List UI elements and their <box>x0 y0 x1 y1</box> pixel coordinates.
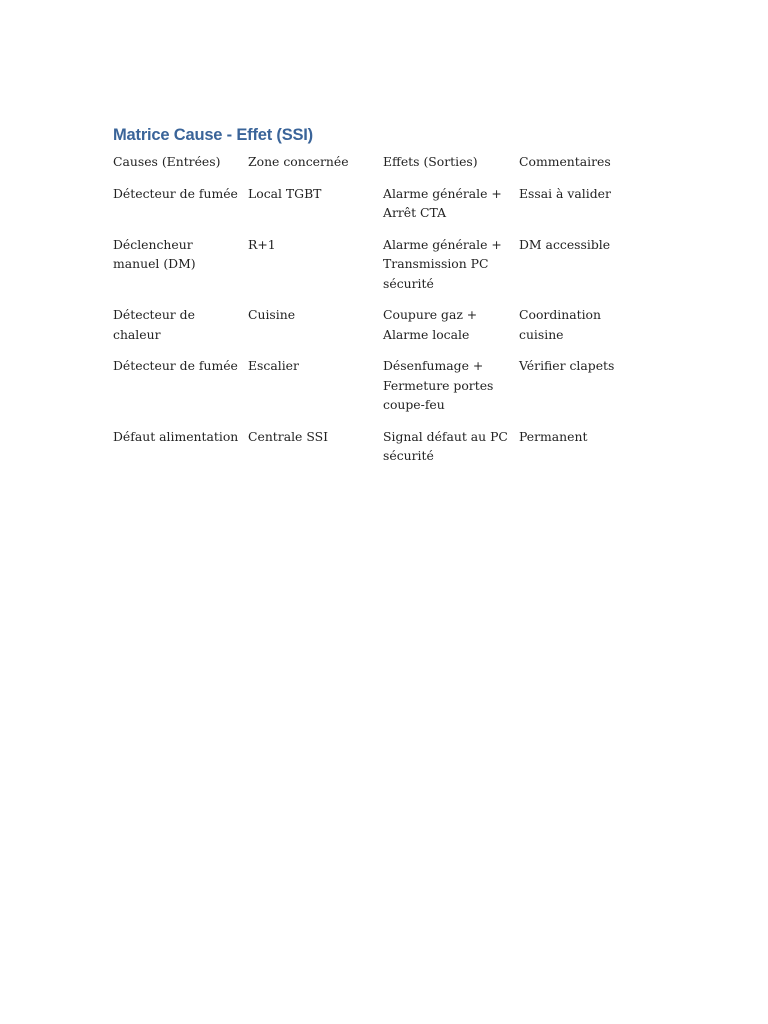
document-title: Matrice Cause - Effet (SSI) <box>113 126 313 144</box>
cell-cause: Déclencheur manuel (DM) <box>113 236 196 271</box>
cell-effet: Alarme générale + Arrêt CTA <box>383 185 502 220</box>
cause-effect-table <box>113 152 633 478</box>
cell-zone: Cuisine <box>248 307 296 322</box>
cell-cause: Détecteur de fumée <box>113 185 238 201</box>
cell-commentaire: Vérifier clapets <box>519 358 615 373</box>
cell-zone: Centrale SSI <box>248 428 328 444</box>
cell-cause: Détecteur de fumée <box>113 358 238 373</box>
table-row <box>113 356 633 427</box>
cell-zone: R+1 <box>248 236 276 252</box>
cell-cause: Détecteur de chaleur <box>113 307 195 342</box>
cell-effet: Désenfumage + Fermeture portes coupe-feu <box>383 358 494 412</box>
cell-effet: Alarme générale + Transmission PC sécurité <box>383 236 502 291</box>
table-row <box>113 235 633 306</box>
cell-commentaire: Coordination cuisine <box>519 307 601 342</box>
table-header-row <box>113 152 633 184</box>
cell-commentaire: DM accessible <box>519 236 611 252</box>
cell-zone: Escalier <box>248 358 299 373</box>
table-row <box>113 184 633 235</box>
table-row <box>113 427 633 478</box>
cell-effet: Coupure gaz + Alarme locale <box>383 307 478 342</box>
header-causes: Causes (Entrées) <box>113 154 221 169</box>
header-zone: Zone concernée <box>248 154 349 169</box>
cell-cause: Défaut alimentation <box>113 428 239 444</box>
document-page <box>113 124 633 478</box>
header-commentaires: Commentaires <box>519 154 611 169</box>
cell-effet: Signal défaut au PC sécurité <box>383 428 508 463</box>
header-effets: Effets (Sorties) <box>383 154 478 169</box>
cell-zone: Local TGBT <box>248 185 322 201</box>
cell-commentaire: Essai à valider <box>519 185 611 201</box>
table-row <box>113 305 633 356</box>
cell-commentaire: Permanent <box>519 428 588 444</box>
